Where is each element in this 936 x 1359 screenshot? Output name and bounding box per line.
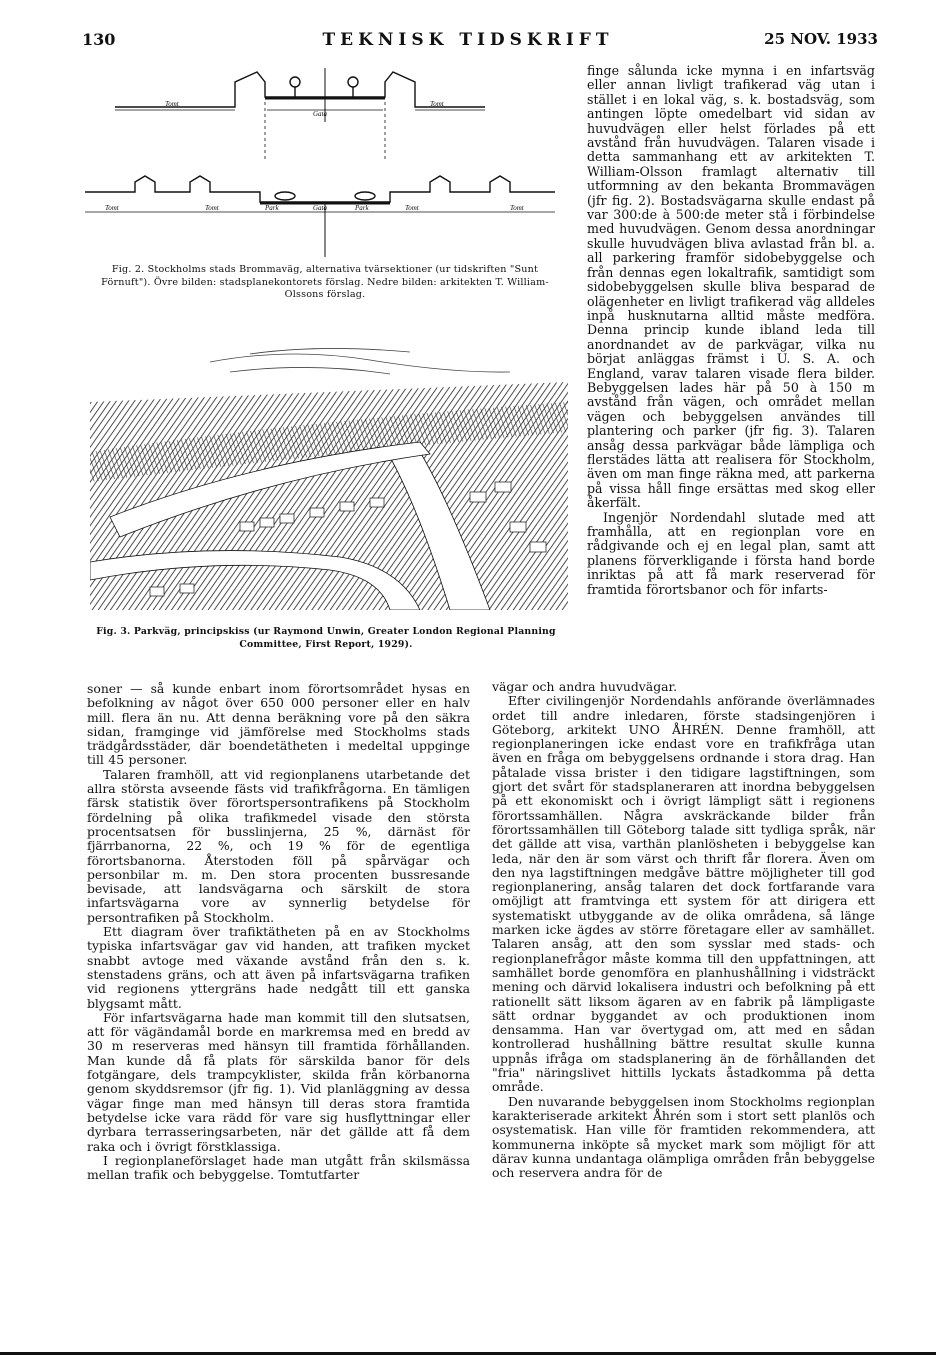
issue-date: 25 NOV. 1933 — [764, 30, 878, 48]
label-park-lower-left: Park — [265, 204, 279, 212]
label-gata-lower: Gata — [313, 204, 327, 212]
paragraph: För infartsvägarna hade man kommit till den slutsatsen, att för vägändamål borde en markremsa med en bredd av 30 m reserveras med hänsyn till framtida förhållanden. Man kunde då få plats för särskilda banor för dels fotgängare, dels trampcyklister, skilda från körbanorna genom skyddsremsor (jfr fig. 1). Vid planläggning av dessa vägar finge man med hänsyn till deras stora framtida betydelse icke vara rädd för vare sig husflyttningar eller dyrbara terrasseringsarbeten, när det gällde att få dem raka och i övrigt förstklassiga. — [87, 1009, 470, 1154]
figure-3-parkway-sketch — [90, 342, 568, 610]
right-column-top — [587, 64, 875, 597]
paragraph: Talaren framhöll, att vid regionplanens utarbetande det allra största avseende fästs vid trafikfrågorna. En tämligen färsk statistik över förortspersontrafikens på Stockholm fördelning på olika trafikmedel visade den största procentsatsen för busslinjerna, 25 %, därnäst för fjärrbanorna, 22 %, och 19 % för de egentliga förortsbanorna. Återstoden föll på spårvägar och personbilar m. m. Den stora procenten bussresande bevisade, att landsvägarna och särskilt de stora infartsvägarna vore av synnerlig betydelse för persontrafiken på Stockholm. — [87, 766, 470, 925]
page-number: 130 — [82, 30, 116, 49]
paragraph: Efter civilingenjör Nordendahls anförande överlämnades ordet till andre inledaren, förste stadsingenjören i Göteborg, arkitekt UNO ÅHRÉN. Denne framhöll, att regionplaneringen icke endast vore en trafikfråga utan även en fråga om bebyggelsens ordnande i stora drag. Han påtalade vissa brister i den tidigare lagstiftningen, som gjort det svårt för stadsplaneraren att inordna bebyggelsen på ett ekonomiskt och i övrigt lämpligt sätt i regionens förortssamhällen. Några avskräckande bilder från förortssamhällen till Göteborg talade sitt tydliga språk, när det gällde att visa, varthän planlösheten i bebyggelse kan leda, när den är som värst och thrift får florera. Även om den nya lagstiftningen medgåve bättre möjligheter till god regionplanering, ansåg talaren det dock fortfarande vara omöjligt att framtvinga ett system för att dirigera ett systematiskt utbyggande av de olika områdena, så länge marken icke ägdes av större företagare eller av samhället. Talaren ansåg, att den som sysslar med stads- och regionplanefrågor måste komma till den uppfattningen, att samhället borde genomföra en planhushållning i vidsträckt mening och därvid lokalisera industri och befolkning på ett rationellt sätt liksom ägaren av en fabrik på lämpligaste sätt ordnar byggandet av och produktionen inom densamma. Han var övertygad om, att med en sådan kontrollerad hushållning bättre resultat skulle kunna uppnås ifråga om stadsplanering än de förhållanden det "fria" näringslivet hittills lyckats åstadkomma på detta område. — [492, 693, 875, 1095]
label-tomt-lower-left: Tomt — [105, 204, 119, 212]
label-gata-upper: Gata — [313, 110, 327, 118]
label-tomt-lower-right: Tomt — [510, 204, 524, 212]
figure-2-caption: Fig. 2. Stockholms stads Brommaväg, alternativa tvärsektioner (ur tidskriften "Sunt Förnuft"). Övre bilden: stadsplanekontorets förslag. Nedre bilden: arkitekten T. William-Olssons förslag. — [101, 264, 549, 300]
label-tomt-upper-right: Tomt — [430, 100, 444, 108]
label-tomt-lower-mid: Tomt — [205, 204, 219, 212]
label-park-lower-right: Park — [355, 204, 369, 212]
journal-title: TEKNISK TIDSKRIFT — [322, 30, 614, 50]
label-tomt-lower-mid-right: Tomt — [405, 204, 419, 212]
paragraph: Den nuvarande bebyggelsen inom Stockholms regionplan karakteriserade arkitekt Åhrén som i stort sett planlös och osystematisk. Han ville för framtiden rekommendera, att kommunerna inköpte så mycket mark som möjligt för att därav kunna undantaga olämpliga områden från bebyggelse och reservera andra för de — [492, 1093, 875, 1181]
paragraph-continuation: vägar och andra huvudvägar. — [492, 679, 678, 694]
page-bottom-rule — [0, 1352, 936, 1355]
right-column-bottom — [492, 680, 875, 1180]
figure-3-caption: Fig. 3. Parkväg, principskiss (ur Raymond Unwin, Greater London Regional Planning Committee, First Report, 1929). — [96, 626, 556, 650]
label-tomt-upper-left: Tomt — [165, 100, 179, 108]
left-column — [87, 682, 470, 1182]
paragraph: finge sålunda icke mynna i en infartsväg eller annan livligt trafikerad väg utan i stället i en lokal väg, s. k. bostadsväg, som antingen löpte omedelbart vid sidan av huvudvägen eller helst förlades på ett avstånd från huvudvägen. Talaren visade i detta sammanhang ett av arkitekten T. William-Olsson framlagt alternativ till utformning av den bekanta Brommavägen (jfr fig. 2). Bostadsvägarna skulle endast på var 300:de à 500:de meter stå i förbindelse med huvudvägen. Genom dessa anordningar skulle huvudvägen bliva avlastad från bl. a. all parkering framför sidobebyggelse och från dennas egen lokaltrafik, samtidigt som sidobebyggelsen skulle bliva besparad de olägenheter en livligt trafikerad väg alldeles inpå husknutarna alltid måste medföra. Denna princip kunde ibland leda till anordnandet av de parkvägar, vilka nu börjat anläggas främst i U. S. A. och England, varav talaren visade flera bilder. Bebyggelsen lades här på 50 à 150 m avstånd från vägen, och området mellan vägen och bebyggelsen användes till plantering och parker (jfr fig. 3). Talaren ansåg dessa parkvägar både lämpliga och flerstädes lätta att realisera för Stockholm, även om man finge räkna med, att parkerna på vissa håll finge ersättas med skog eller åkerfält. — [587, 63, 875, 511]
paragraph: Ingenjör Nordendahl slutade med att framhålla, att en regionplan vore en rådgivande och ej en legal plan, samt att planens förverkligande i första hand borde inriktas på att få mark reserverad för framtida förortsbanor och för infarts- — [587, 509, 875, 597]
paragraph: soner — så kunde enbart inom förortsområdet hysas en befolkning av något över 650 000 personer eller en halv mill. flera än nu. Att denna beräkning vore på den säkra sidan, framginge vid jämförelse med Stockholms stads trädgårdsstäder, där boendetätheten i medeltal uppginge till 45 personer. — [87, 681, 470, 768]
paragraph: Ett diagram över trafiktätheten på en av Stockholms typiska infartsvägar gav vid handen, att trafiken mycket snabbt avtoge med växande avstånd från den s. k. stenstadens gräns, och att även på infartsvägarna trafiken vid regionens yttergräns hade nedgått till ett ganska blygsamt mått. — [87, 924, 470, 1011]
figure-2-cross-sections — [85, 62, 565, 262]
paragraph: I regionplaneförslaget hade man utgått från skilsmässa mellan trafik och bebyggelse. Tomtutfarter — [87, 1152, 470, 1183]
